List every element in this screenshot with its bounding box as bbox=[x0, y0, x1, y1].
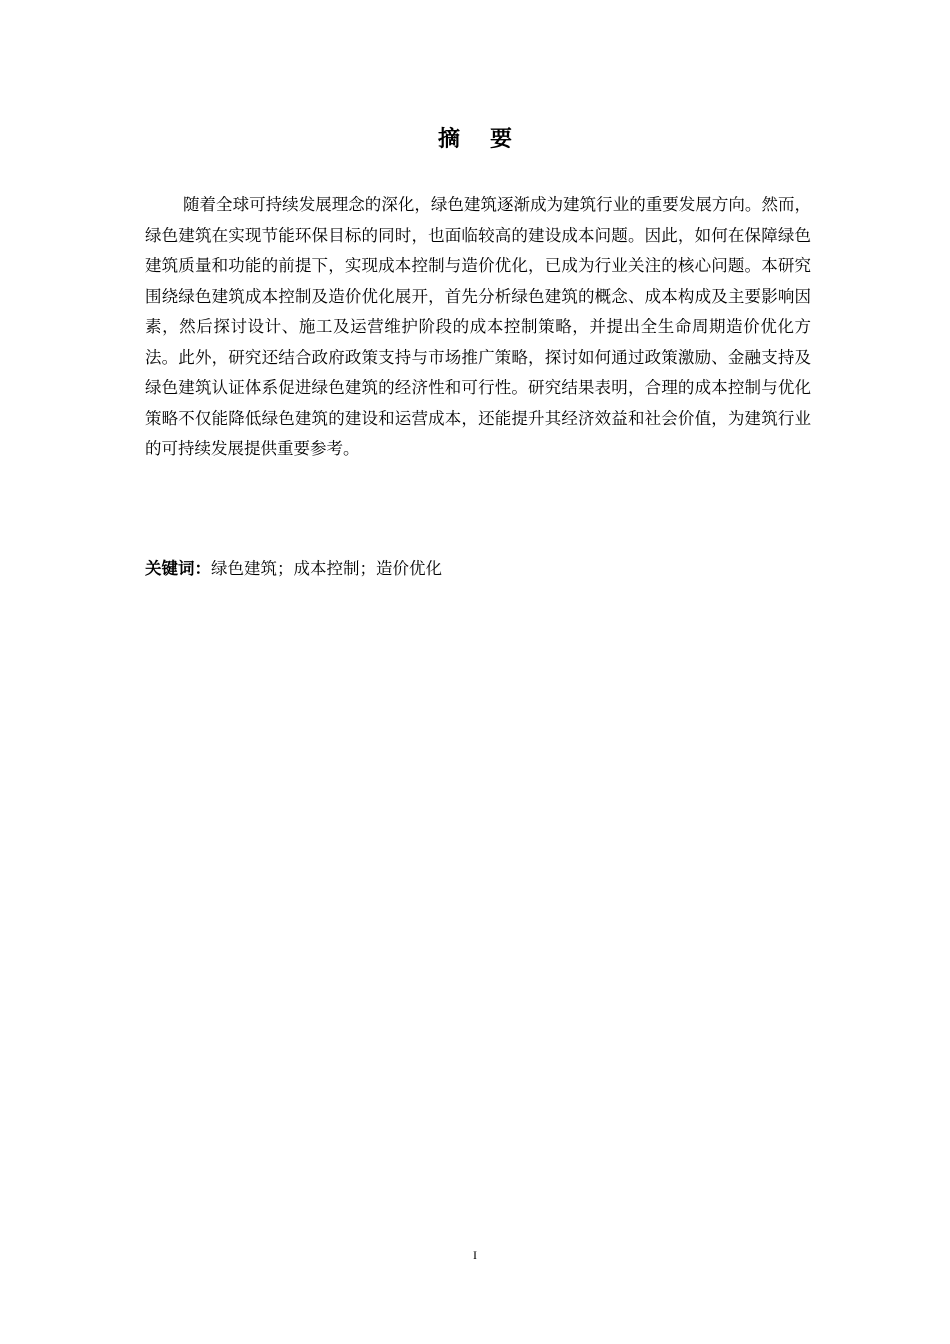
keywords-line bbox=[145, 554, 811, 584]
abstract-paragraph: 随着全球可持续发展理念的深化，绿色建筑逐渐成为建筑行业的重要发展方向。然而，绿色建筑在实现节能环保目标的同时，也面临较高的建设成本问题。因此，如何在保障绿色建筑质量和功能的前提下，实现成本控制与造价优化，已成为行业关注的核心问题。本研究围绕绿色建筑成本控制及造价优化展开，首先分析绿色建筑的概念、成本构成及主要影响因素，然后探讨设计、施工及运营维护阶段的成本控制策略，并提出全生命周期造价优化方法。此外，研究还结合政府政策支持与市场推广策略，探讨如何通过政策激励、金融支持及绿色建筑认证体系促进绿色建筑的经济性和可行性。研究结果表明，合理的成本控制与优化策略不仅能降低绿色建筑的建设和运营成本，还能提升其经济效益和社会价值，为建筑行业的可持续发展提供重要参考。 bbox=[145, 195, 811, 458]
page-number: I bbox=[473, 1248, 477, 1262]
keywords-label: 关键词： bbox=[145, 559, 211, 578]
page-title: 摘要 bbox=[437, 127, 542, 152]
keywords-text: 绿色建筑；成本控制；造价优化 bbox=[211, 559, 442, 578]
